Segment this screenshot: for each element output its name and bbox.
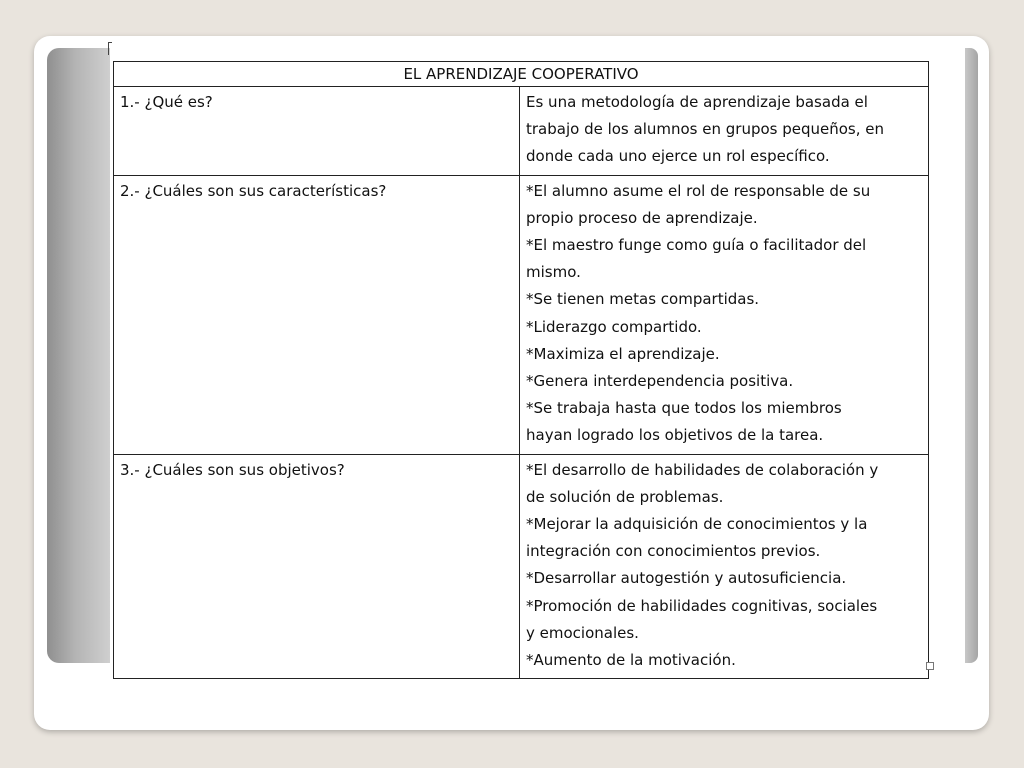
- answer-line: Es una metodología de aprendizaje basada el: [526, 93, 868, 111]
- table-resize-handle[interactable]: [926, 662, 934, 670]
- answer-cell: [520, 175, 929, 454]
- answer-line: *Maximiza el aprendizaje.: [526, 344, 720, 363]
- answer-line: y emocionales.: [526, 623, 639, 642]
- answer-line: *Se trabaja hasta que todos los miembros: [526, 399, 842, 418]
- answer-line: *Promoción de habilidades cognitivas, sociales: [526, 596, 878, 615]
- answer-line: *El desarrollo de habilidades de colaboración y: [526, 460, 879, 479]
- table-row: [114, 87, 929, 176]
- answer-line: *Liderazgo compartido.: [526, 317, 702, 336]
- answer-line: *Genera interdependencia positiva.: [526, 372, 794, 391]
- answer-line: *El maestro funge como guía o facilitador del: [526, 236, 867, 255]
- table-title: EL APRENDIZAJE COOPERATIVO: [114, 62, 929, 87]
- answer-line: *Mejorar la adquisición de conocimientos y la: [526, 515, 868, 534]
- question-cell: 3.- ¿Cuáles son sus objetivos?: [114, 454, 520, 679]
- table-row: [114, 175, 929, 454]
- answer-cell: [520, 87, 929, 176]
- answer-line: *Aumento de la motivación.: [526, 651, 736, 670]
- answer-line: mismo.: [526, 263, 581, 282]
- answer-line: donde cada uno ejerce un rol específico.: [526, 147, 830, 166]
- answer-line: integración con conocimientos previos.: [526, 542, 821, 561]
- question-cell: 1.- ¿Qué es?: [114, 87, 520, 176]
- answer-line: *Desarrollar autogestión y autosuficiencia.: [526, 569, 847, 588]
- table-anchor-mark: [108, 42, 112, 55]
- table-container: [113, 61, 928, 679]
- answer-line: *Se tienen metas compartidas.: [526, 290, 760, 309]
- answer-line: de solución de problemas.: [526, 487, 724, 506]
- answer-line: propio proceso de aprendizaje.: [526, 208, 758, 227]
- cooperative-learning-table[interactable]: [113, 61, 929, 679]
- question-cell: 2.- ¿Cuáles son sus características?: [114, 175, 520, 454]
- answer-cell: [520, 454, 929, 679]
- answer-line: *El alumno asume el rol de responsable de su: [526, 181, 871, 200]
- slide-left-gradient-bar: [47, 48, 110, 663]
- slide-right-gradient-bar: [965, 48, 978, 663]
- table-header-row: [114, 62, 929, 87]
- table-row: [114, 454, 929, 679]
- answer-line: hayan logrado los objetivos de la tarea.: [526, 426, 824, 445]
- answer-line: trabajo de los alumnos en grupos pequeños, en: [526, 120, 885, 139]
